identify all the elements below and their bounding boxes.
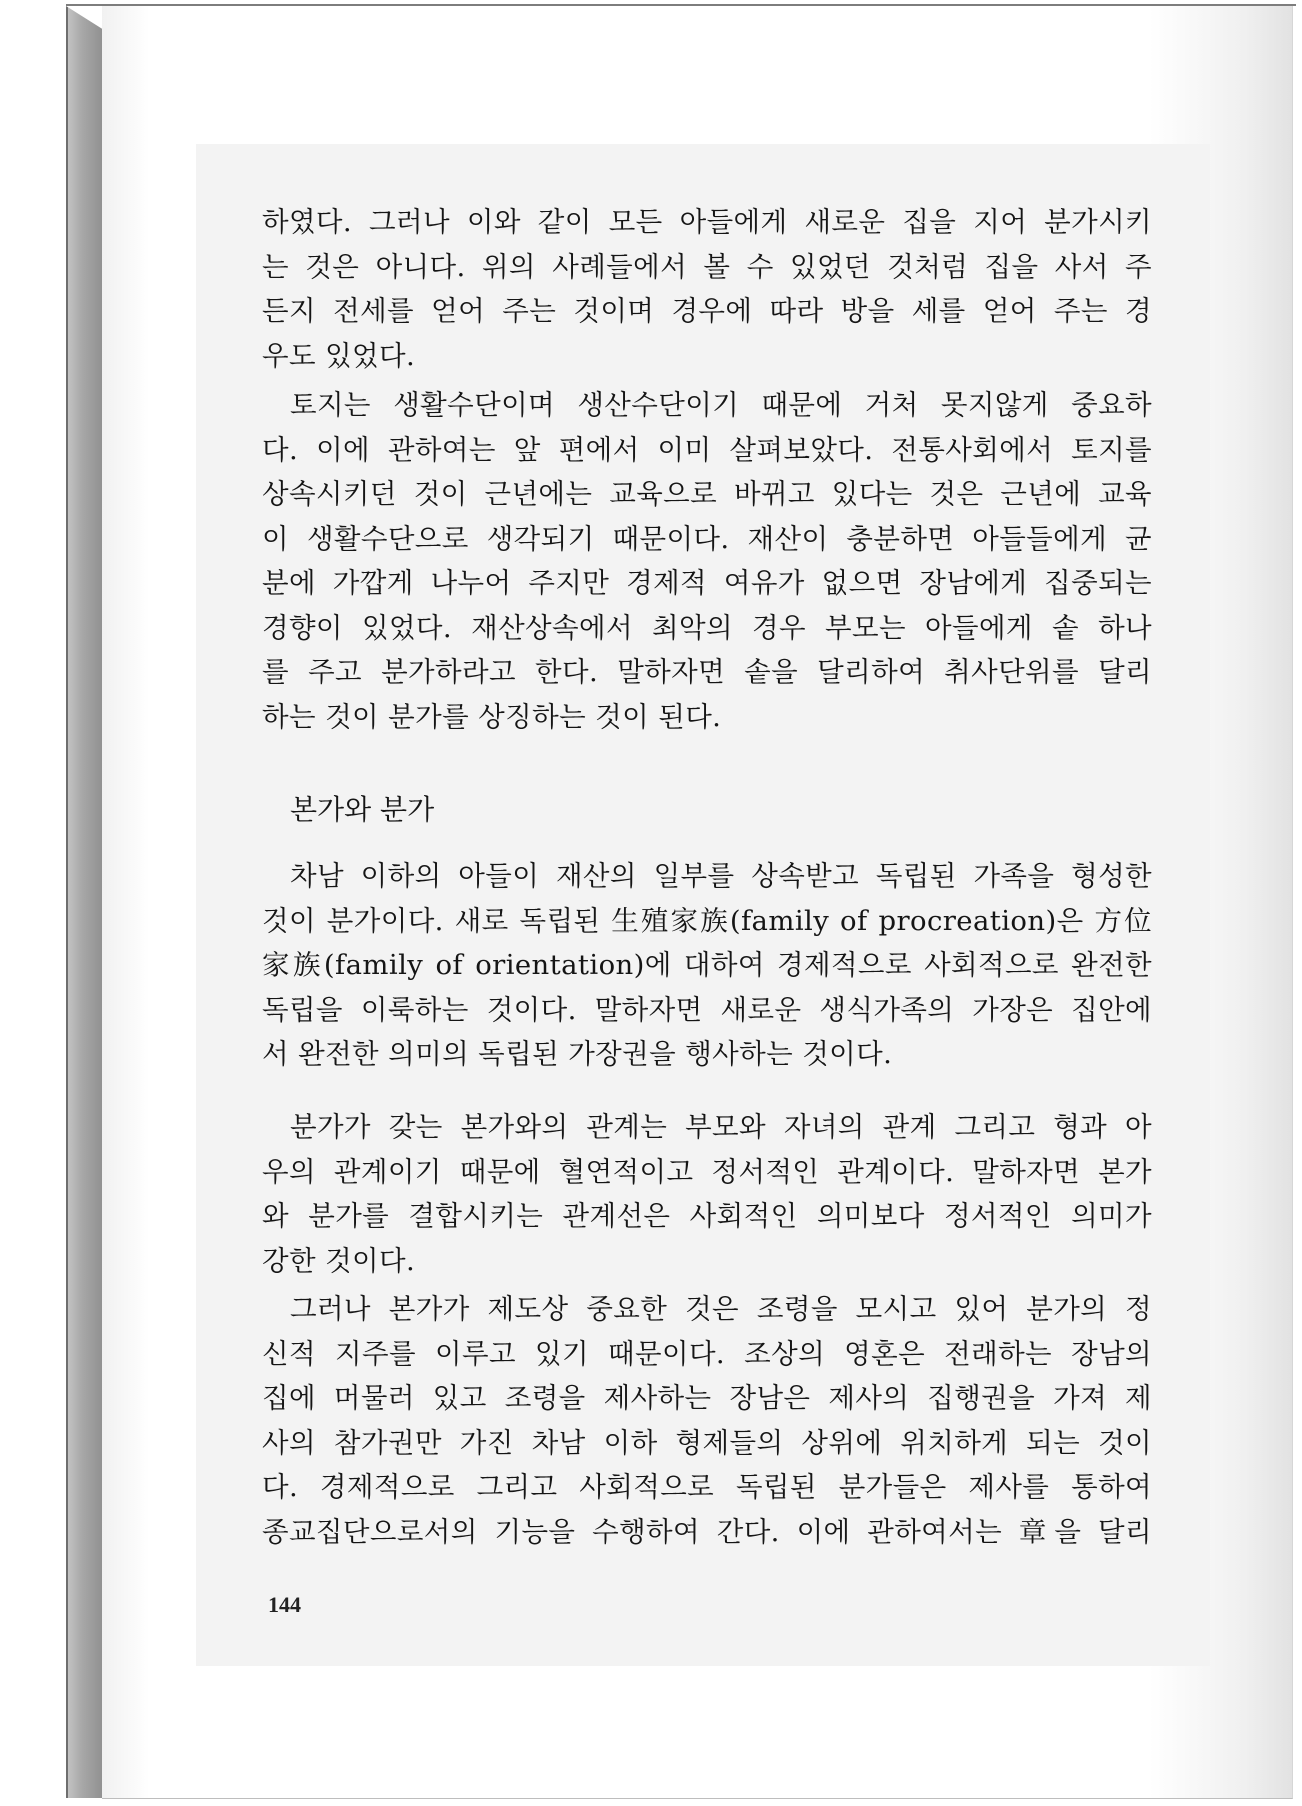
text-line: 하는 것이 분가를 상징하는 것이 된다. xyxy=(262,700,722,733)
text-line: 것이 분가이다. 새로 독립된 生殖家族(family of procreation)은 方位 xyxy=(262,904,1152,937)
book-spine xyxy=(66,6,104,1798)
section-heading: 본가와 분가 xyxy=(290,793,435,826)
text-line: 토지는 생활수단이며 생산수단이기 때문에 거처 못지않게 중요하 xyxy=(290,389,1152,421)
text-line: 를 주고 분가하라고 한다. 말하자면 솥을 달리하여 취사단위를 달리 xyxy=(262,656,1152,688)
text-line: 서 완전한 의미의 독립된 가장권을 행사하는 것이다. xyxy=(262,1038,893,1070)
text-line: 우도 있었다. xyxy=(262,339,416,372)
text-line: 는 것은 아니다. 위의 사례들에서 볼 수 있었던 것처럼 집을 사서 주 xyxy=(262,250,1152,283)
paragraph-5 xyxy=(262,1287,1152,1554)
paragraph-1 xyxy=(262,200,1152,378)
text-line: 다. 경제적으로 그리고 사회적으로 독립된 분가들은 제사를 통하여 xyxy=(262,1471,1152,1503)
text-line: 하였다. 그러나 이와 같이 모든 아들에게 새로운 집을 지어 분가시키 xyxy=(262,206,1152,238)
paragraph-2 xyxy=(262,383,1152,739)
text-line: 든지 전세를 얻어 주는 것이며 경우에 따라 방을 세를 얻어 주는 경 xyxy=(262,295,1152,327)
text-line: 강한 것이다. xyxy=(262,1244,416,1277)
text-line: 이 생활수단으로 생각되기 때문이다. 재산이 충분하면 아들들에게 균 xyxy=(262,522,1152,555)
text-line: 그러나 본가가 제도상 중요한 것은 조령을 모시고 있어 분가의 정 xyxy=(290,1293,1152,1325)
text-line: 경향이 있었다. 재산상속에서 최악의 경우 부모는 아들에게 솥 하나 xyxy=(262,611,1152,644)
text-line: 신적 지주를 이루고 있기 때문이다. 조상의 영혼은 전래하는 장남의 xyxy=(262,1337,1152,1370)
text-line: 사의 참가권만 가진 차남 이하 형제들의 상위에 위치하게 되는 것이 xyxy=(262,1426,1152,1459)
text-line: 집에 머물러 있고 조령을 제사하는 장남은 제사의 집행권을 가져 제 xyxy=(262,1382,1152,1414)
text-line: 종교집단으로서의 기능을 수행하여 간다. 이에 관하여서는 章을 달리 xyxy=(262,1515,1152,1548)
text-line: 와 분가를 결합시키는 관계선은 사회적인 의미보다 정서적인 의미가 xyxy=(262,1200,1152,1232)
paragraph-4 xyxy=(262,1105,1152,1283)
text-line: 우의 관계이기 때문에 혈연적이고 정서적인 관계이다. 말하자면 본가 xyxy=(262,1155,1152,1188)
text-line: 다. 이에 관하여는 앞 편에서 이미 살펴보았다. 전통사회에서 토지를 xyxy=(262,433,1152,466)
text-line: 분에 가깝게 나누어 주지만 경제적 여유가 없으면 장남에게 집중되는 xyxy=(262,567,1152,599)
paragraph-3 xyxy=(262,854,1152,1077)
page-number: 144 xyxy=(268,1592,301,1617)
text-line: 독립을 이룩하는 것이다. 말하자면 새로운 생식가족의 가장은 집안에 xyxy=(262,993,1152,1026)
text-line: 상속시키던 것이 근년에는 교육으로 바뀌고 있다는 것은 근년에 교육 xyxy=(262,478,1152,510)
text-line: 家族(family of orientation)에 대하여 경제적으로 사회적으로 완전한 xyxy=(262,949,1152,981)
text-line: 분가가 갖는 본가와의 관계는 부모와 자녀의 관계 그리고 형과 아 xyxy=(290,1111,1152,1143)
text-line: 차남 이하의 아들이 재산의 일부를 상속받고 독립된 가족을 형성한 xyxy=(290,860,1152,892)
